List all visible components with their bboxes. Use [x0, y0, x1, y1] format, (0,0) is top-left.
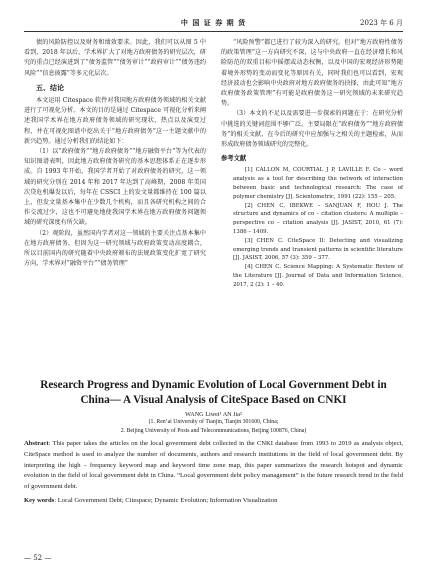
body-paragraph: “风险预警”都已进行了较为深入的研究。但对“地方政府性债务的政策管理”这一方向研究不深，这与中央政府一直在经济增长和风险防范的双重目标中摇摆或动态权衡，以及中国的宏观经济形势随着境外形势的变动而变化等原因有关，同时我们也可以看到，宏观经济波动也会影响中央政府对地方政府债务的抉择，由此可知“地方政府债务政策管理”有可能是政府债务这一研究领域的未来研究趋势。 — [221, 39, 403, 108]
body-paragraph: 债的风险防控以及财务和绩效要求。因此，我们可以从图 5 中看到，2018 年以后，学术界扩大了对地方政府债务的研究层次，研究的重点已经演进到了“债务监管”“债务审计”“政府审计”“债务违约风险”“信息披露”等多元化层次。 — [24, 39, 206, 77]
affiliation: (1. Ren’ai University of Tianjin, Tianjin 301600, China; — [148, 419, 279, 425]
english-title-line: Research Progress and Dynamic Evolution of Local Government Debt in — [40, 379, 387, 391]
reference-item: [3] CHEN C. CiteSpace II: Detecting and visualizing emerging trends and transient patterns in scientific literature [J]. JASIST, 2006, 57 (3): 359 – 377. — [233, 237, 403, 262]
page-number: — 52 — — [24, 554, 52, 562]
keywords-label: Key words — [24, 496, 55, 504]
keywords — [24, 496, 403, 507]
abstract — [24, 439, 403, 493]
body-paragraph: （1）以“政府债务”“地方政府债务”“地方融资平台”等为代表的知识图谱表明，因此地方政府债务研究的基本思想体系正在逐步形成。自 1993 年开始，我国学者开始了对政府债务的研究，这一领域的研究分别在 2014 年和 2017 年达到了高峰期，2008 年美国次贷危机爆发以后，每年在 CSSCI 上的发文量都维持在 100 篇以上，但发文量基本集中在少数几个机构，而且各研究机构之间的合作交流过少，这也不可避免地使我国学术界在地方政府债务问题领域的研究深度有所欠缺。 — [24, 148, 206, 227]
english-title-line: China— A Visual Analysis of CiteSpace Based on CNKI — [80, 394, 347, 406]
english-abstract-block — [24, 378, 403, 507]
issue-date: 2023 年 6 月 — [360, 19, 403, 27]
reference-item: [1] CALLON M, COURTIAL J P, LAVILLE F. Co – word analysis as a tool for describing the network of interaction between basic and technological research: The case of polymer chemistry [J]. Scientometric, 1991 (22): 155 – 205. — [233, 167, 403, 200]
abstract-text: : This paper takes the articles on the local government debt collected in the CNKI database from 1993 to 2019 as analysis object, CiteSpace method is used to analyze the number of documents, authors and research institutions in the field of local government debt. By interpreting the high – frequency keyword map and keyword time zone map, this paper summarizes the research hotspot and dynamic evolution in the field of local government debt in China. “Local government debt policy management” is the future research trend in the field of government debt. — [24, 440, 403, 491]
right-column — [221, 38, 403, 290]
body-paragraph: （2）观阶段，虽然国内学者对这一领域的主要关注点基本集中在地方政府债务，但因为这一研究领域与政府政策变动高度耦合，所以目前国内的研究随着中央政府颁布的法规政策变化扩宽了研究方向，学术界对“融资平台”“债务管理” — [24, 229, 206, 268]
section-heading: 五、结论 — [36, 82, 64, 92]
authors: WANG Liwei¹ AN Jia² — [185, 411, 242, 418]
reference-item: [2] CHEN C, IBEKWE – SANJUAN F, HOU J. The structure and dynamics of co – citation clusters: A multiple – perspective co – citation analysis [J]. JASIST, 2010, 61 (7): 1386 – 1409. — [233, 202, 403, 236]
affiliation: 2. Beijing University of Posts and Telecommunications, Beijing 100876, China) — [120, 427, 307, 434]
reference-item: [4] CHEN C. Science Mapping: A Systematic Review of the Literature [J]. Journal of Data and Information Science, 2017, 2 (2): 1 – 40. — [233, 264, 403, 288]
keywords-text: : Local Government Debt; Citespace; Dynamic Evolution; Information Visualization — [54, 496, 278, 504]
left-column — [24, 38, 206, 269]
journal-name: 中 国 证 券 期 货 — [180, 18, 247, 27]
header-rule — [24, 31, 403, 32]
references-heading: 参考文献 — [221, 155, 247, 163]
abstract-label: Abstract — [24, 440, 49, 447]
body-paragraph: 本文运用 Citespace 软件对我国地方政府债务领域的相关文献进行了可视化分析。本文的目的是通过 Citespace 可视化分析来阐述我国学术界在地方政府债务领域的研究现状、热点以及演变过程，并在可视化图谱中挖出关于“地方政府债务”这一主题文献中的新兴趋势。通过分析我们的结论如下： — [24, 97, 206, 145]
running-header — [24, 18, 403, 32]
body-paragraph: （3）本文的不足以及需要进一步探索的问题在于：在研究分析中挑选的关键词范围不够广泛。主要局限在“政府债务”“地方政府债务”的相关文献，在今后的研究中应加强与之相关的主题检索，从而形成政府债务领域研究的完整化。 — [221, 110, 403, 149]
